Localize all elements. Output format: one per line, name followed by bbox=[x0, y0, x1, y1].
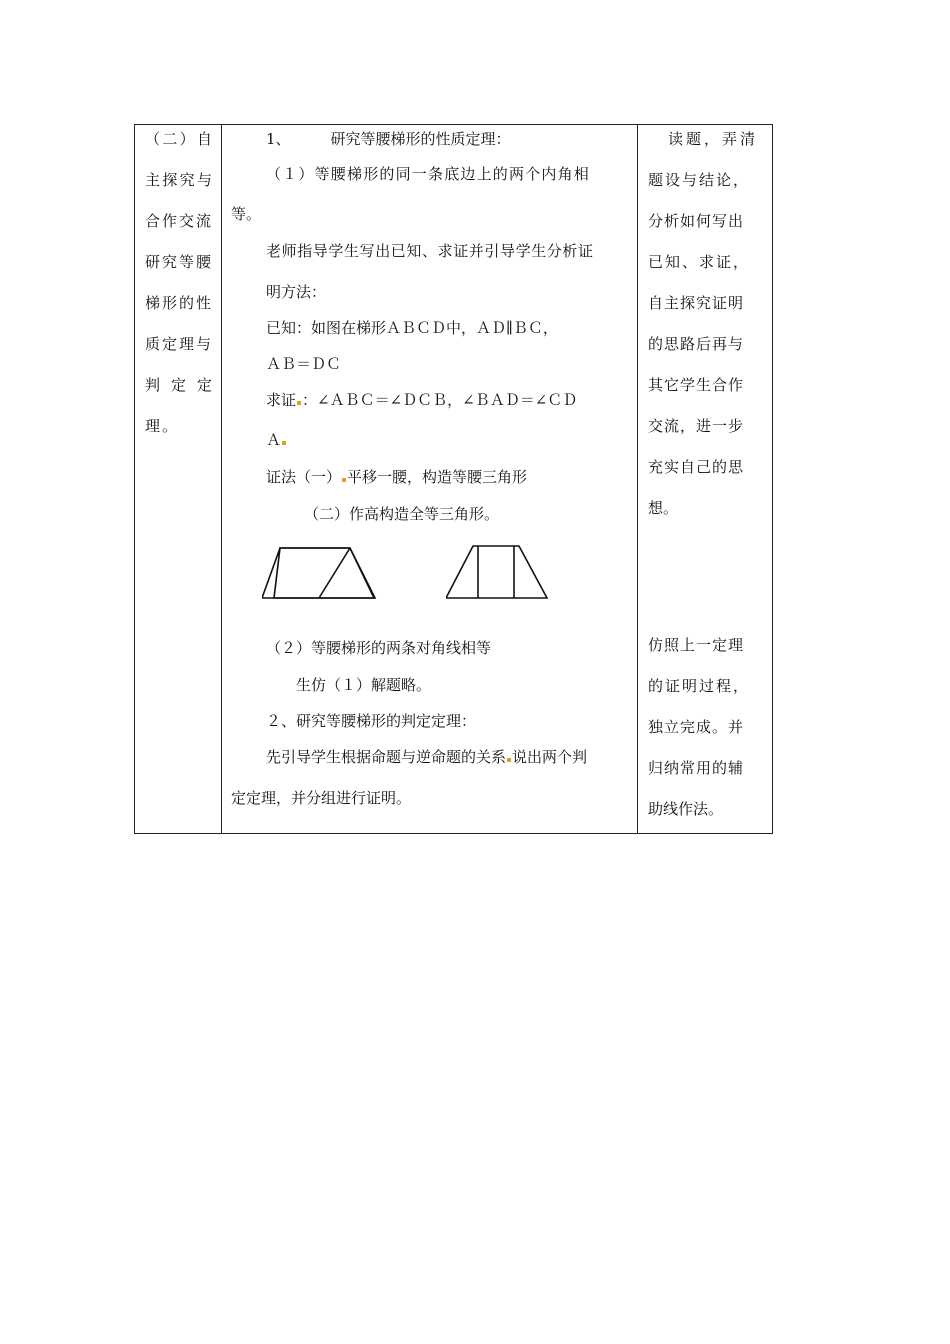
prove-line-end bbox=[266, 430, 287, 450]
method1-text: 平移一腰，构造等腰三角形 bbox=[347, 468, 528, 486]
table-left-border bbox=[134, 124, 135, 834]
prove-statement: ：∠ＡＢＣ＝∠ＤＣＢ，∠ＢＡＤ＝∠ＣＤ bbox=[302, 391, 578, 409]
activity-line: 的思路后再与 bbox=[648, 335, 745, 353]
activity-line: 自主探究证明 bbox=[648, 294, 745, 312]
stage-char: 自 bbox=[196, 130, 212, 148]
highlight-mark bbox=[342, 478, 346, 482]
table-top-border bbox=[134, 124, 773, 125]
stage-char: 与 bbox=[196, 171, 212, 189]
activity-line: 读题，弄清 bbox=[668, 130, 759, 148]
stage-line: 合作交流 bbox=[145, 212, 214, 230]
activity-line: 交流，进一步 bbox=[648, 417, 745, 435]
lesson-table bbox=[134, 124, 773, 834]
translated-leg-line bbox=[319, 548, 350, 598]
judge-line-a bbox=[266, 747, 587, 767]
table-bottom-border bbox=[134, 833, 773, 834]
stage-char: 主 bbox=[145, 171, 161, 189]
activity-line: 分析如何写出 bbox=[648, 212, 745, 230]
activity-line: 想。 bbox=[648, 499, 679, 517]
activity-line: 充实自己的思 bbox=[648, 458, 745, 476]
activity-line: 已知、求证， bbox=[648, 253, 751, 271]
stage-char: （ bbox=[145, 130, 161, 148]
trapezoid-shape bbox=[446, 546, 547, 598]
prove-line bbox=[266, 390, 577, 410]
section2-heading: ２、研究等腰梯形的判定定理： bbox=[266, 712, 477, 730]
judge-text-pre: 先引导学生根据命题与逆命题的关系 bbox=[266, 748, 507, 766]
activity-line: 独立完成。并 bbox=[648, 718, 745, 736]
method2-line: （二）作高构造全等三角形。 bbox=[304, 505, 500, 523]
prop2-line: （２）等腰梯形的两条对角线相等 bbox=[266, 639, 492, 657]
prop1-line-a: （１）等腰梯形的同一条底边上的两个内角相 bbox=[266, 165, 591, 183]
stage-char: 二 bbox=[162, 130, 178, 148]
section1-number: 1、 bbox=[266, 130, 291, 148]
activity-line: 归纳常用的辅 bbox=[648, 759, 745, 777]
prop2-note: 生仿（１）解题略。 bbox=[296, 676, 432, 694]
highlight-mark bbox=[297, 401, 301, 405]
judge-text-post: 说出两个判 bbox=[512, 748, 588, 766]
stage-line: 梯形的性 bbox=[145, 294, 214, 312]
prop1-line-b: 等。 bbox=[231, 205, 262, 223]
prove-label: 求证 bbox=[266, 391, 297, 409]
col-divider-1 bbox=[221, 124, 222, 834]
stage-line: 研究等腰 bbox=[145, 253, 214, 271]
stage-char: 究 bbox=[179, 171, 195, 189]
judge-line-b: 定定理，并分组进行证明。 bbox=[231, 789, 412, 807]
highlight-mark bbox=[507, 758, 511, 762]
stage-line: 质定理与 bbox=[145, 335, 214, 353]
guide-line-a: 老师指导学生写出已知、求证并引导学生分析证 bbox=[266, 242, 594, 260]
activity-line: 其它学生合作 bbox=[648, 376, 745, 394]
prove-end: Ａ bbox=[266, 431, 282, 449]
stage-line: 理。 bbox=[145, 417, 180, 435]
activity-line: 题设与结论， bbox=[648, 171, 751, 189]
highlight-mark bbox=[282, 441, 286, 445]
stage-char: ） bbox=[179, 130, 195, 148]
table-right-border bbox=[772, 124, 773, 834]
method1-label: 证法（一） bbox=[266, 468, 342, 486]
method1-line bbox=[266, 467, 527, 487]
activity-line: 仿照上一定理 bbox=[648, 636, 745, 654]
section1-title: 研究等腰梯形的性质定理： bbox=[330, 130, 511, 148]
stage-char: 探 bbox=[162, 171, 178, 189]
activity-line: 的证明过程， bbox=[648, 677, 751, 695]
activity-line: 助线作法。 bbox=[648, 800, 724, 818]
parallelogram-split-figure bbox=[262, 536, 382, 604]
col-divider-2 bbox=[637, 124, 638, 834]
guide-line-b: 明方法： bbox=[266, 283, 327, 301]
stage-line bbox=[145, 170, 212, 190]
given-line-b: ＡＢ＝ＤＣ bbox=[266, 355, 342, 373]
altitude-figure bbox=[446, 536, 556, 604]
stage-line: 判定定 bbox=[145, 376, 224, 394]
section1-heading bbox=[266, 129, 511, 149]
given-line-a: 已知：如图在梯形ＡＢＣＤ中，ＡＤ∥ＢＣ， bbox=[266, 319, 558, 337]
stage-line bbox=[145, 129, 212, 149]
